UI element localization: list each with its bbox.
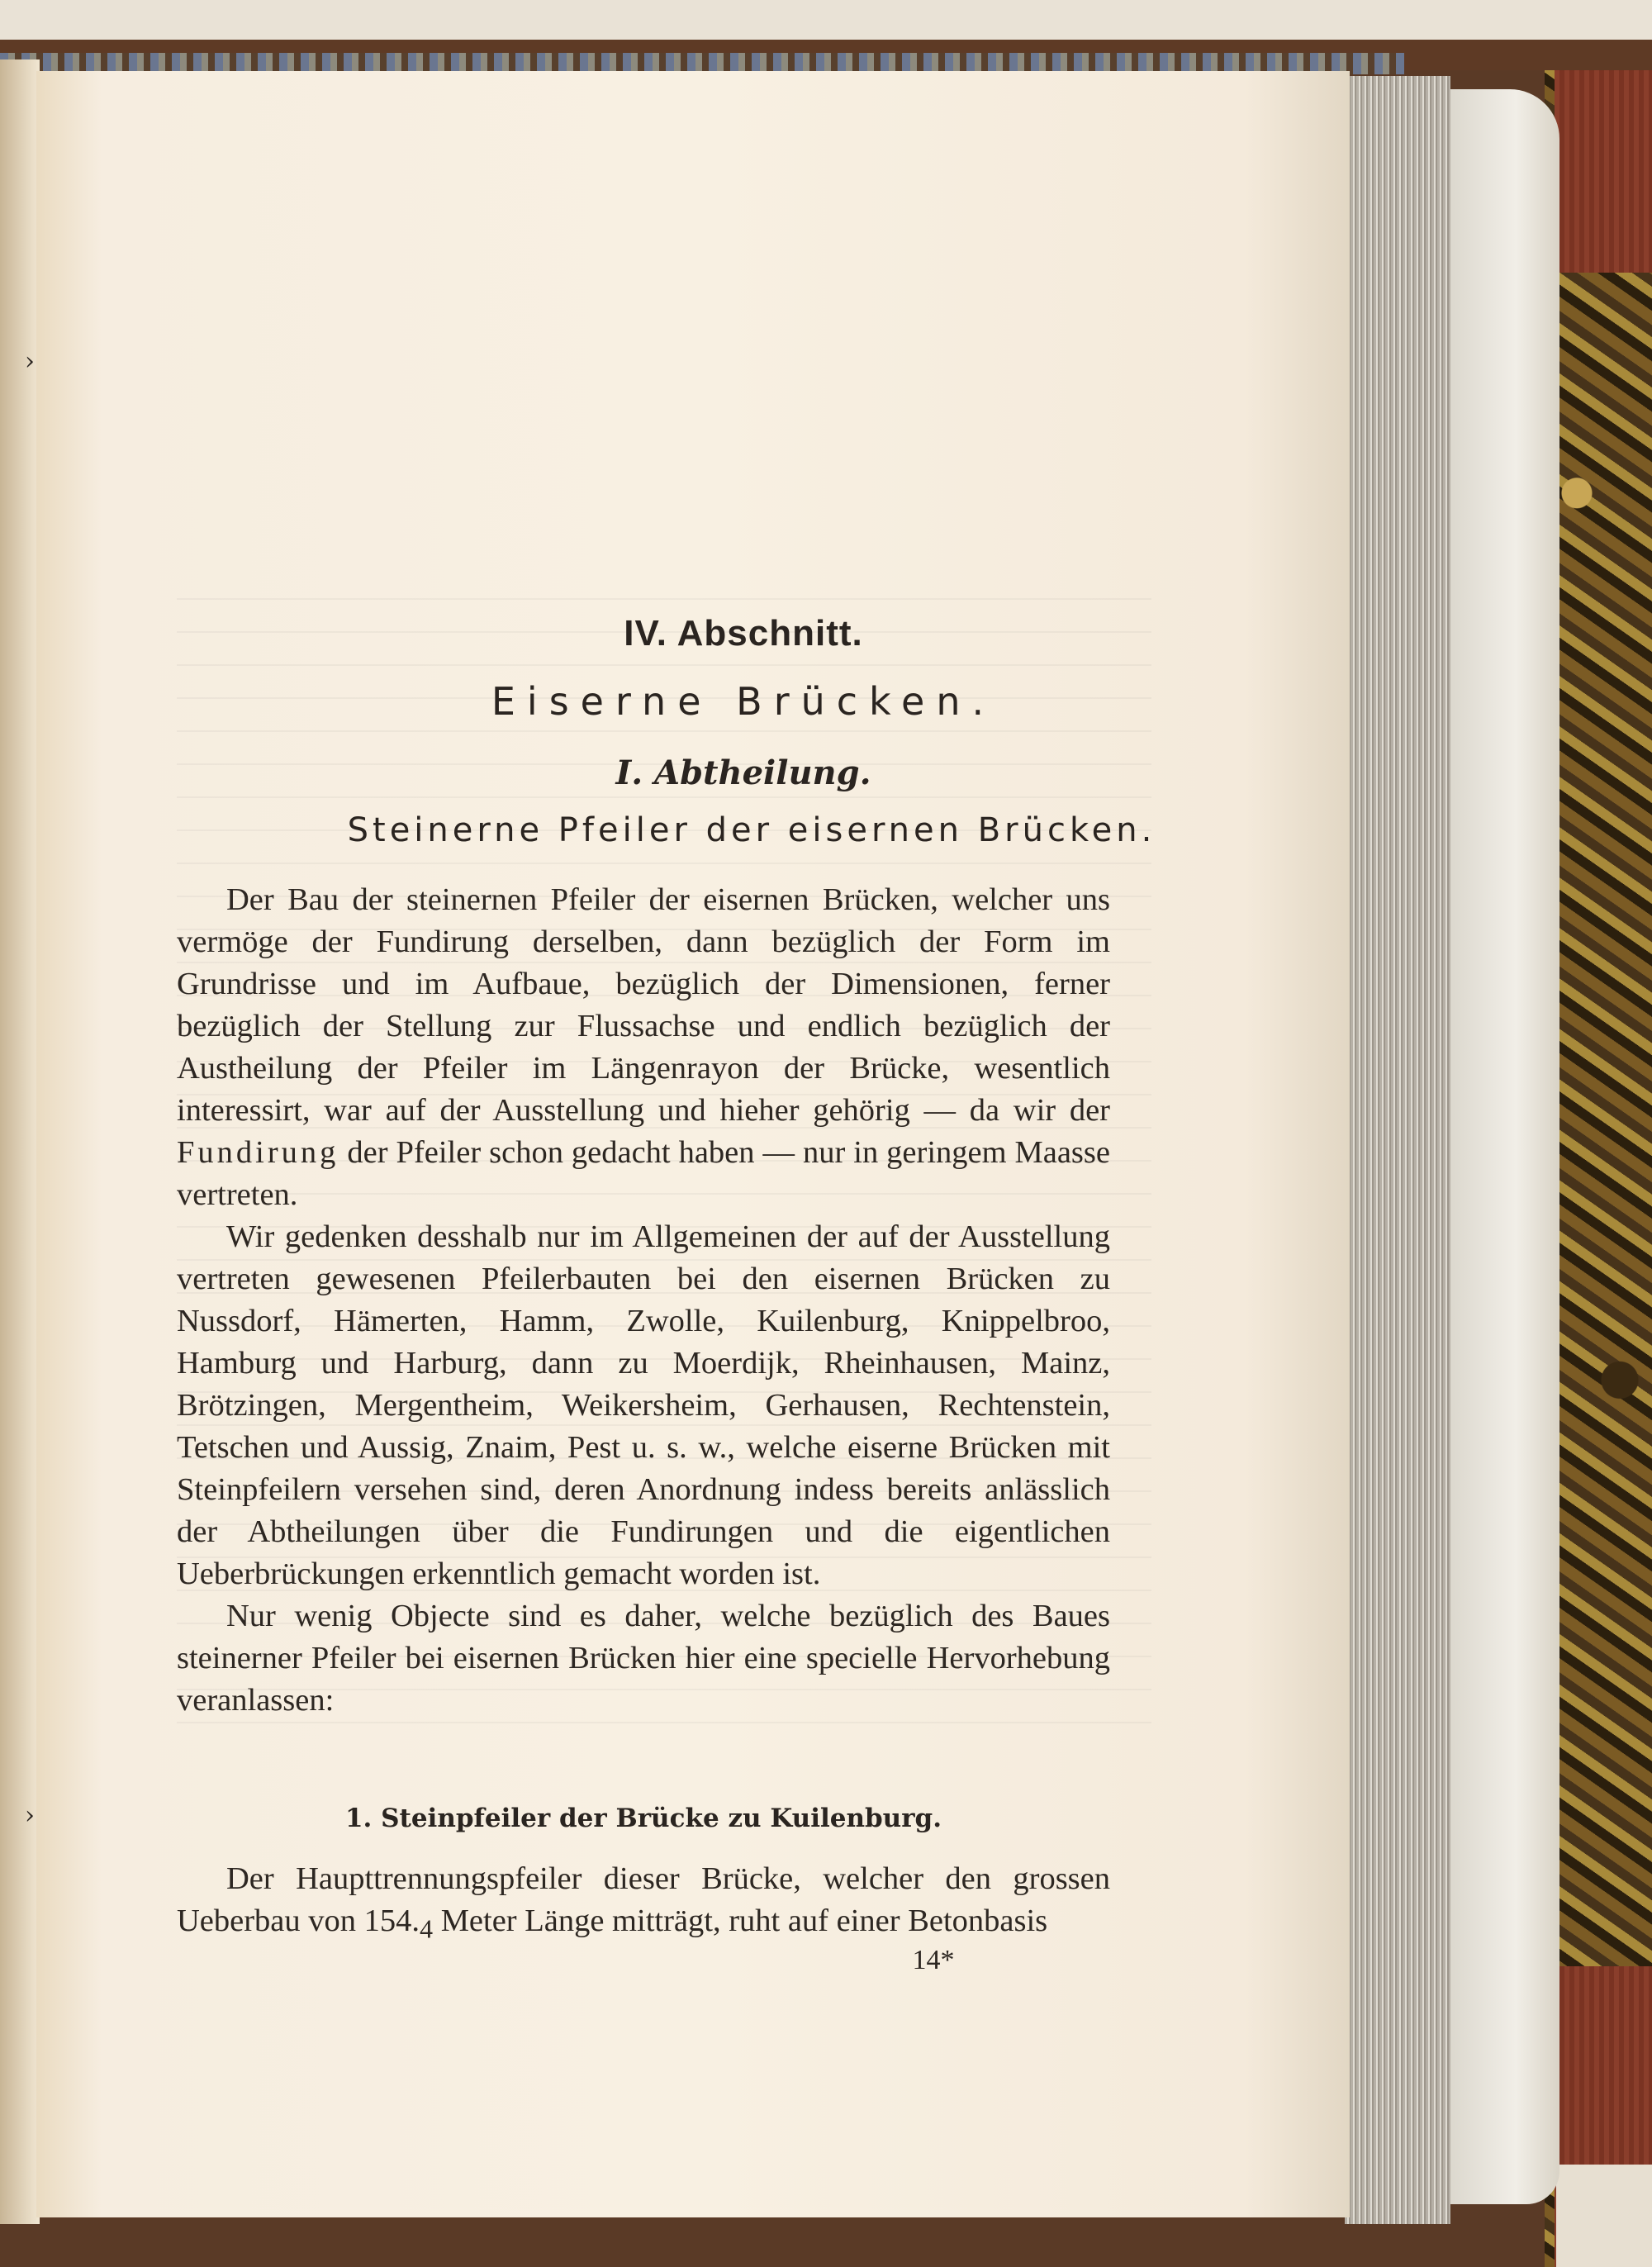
paragraph-text: Der Bau der steinernen Pfeiler der eisernen Brücken, welcher uns vermöge der Fundirung derselben, dann bezüglich der Form im Grundrisse und im Aufbaue, bezüglich der Dimensionen, ferner bezüglich der Stellung zur Flussachse und endlich bezüglich der Austheilung der Pfeiler im Längenrayon der Brücke, wesentlich interessirt, war auf der Ausstellung und hieher gehörig — da wir der [177,882,1110,1128]
section-title: Steinerne Pfeiler der eisernen Brücken. [347,811,1156,849]
leather-spine-top [1555,50,1652,273]
margin-mark-icon: › [25,347,35,376]
printer-signature-mark: 14* [912,1945,955,1975]
paragraph: Wir gedenken desshalb nur im Allgemeinen der auf der Ausstellung vertreten gewesenen Pfeilerbauten bei den eisernen Brücken zu Nussdorf, Hämerten, Hamm, Zwolle, Kuilenburg, Knippelbroo, Hamburg und Harburg, dann zu Moerdijk, Rheinhausen, Mainz, Brötzingen, Mergentheim, Weikersheim, Gerhausen, Rechtenstein, Tetschen und Aussig, Znaim, Pest u. s. w., welche eiserne Brücken mit Steinpfeilern versehen sind, deren Anordnung indess bereits anlässlich der Abtheilungen über die Fundirungen und die eigentlichen Ueberbrückungen erkenntlich gemacht worden ist. [177,1219,1110,1591]
marbled-cover-board [1545,50,1652,2267]
emphasized-term: Fundirung [177,1135,339,1170]
paragraph [177,879,1110,1216]
body-text [177,1858,1110,1951]
margin-mark-icon: › [25,1801,35,1830]
subsection-heading: 1. Steinpfeiler der Brücke zu Kuilenburg. [344,1804,942,1833]
section-heading: I. Abtheilung. [615,753,871,792]
subscript-digit: 4 [420,1913,434,1944]
cover-paper-corner [1556,2165,1652,2267]
part-title: Eiserne Brücken. [491,679,996,724]
paragraph-text: Der Haupttrennungspfeiler dieser Brücke, welcher den grossen Ueberbau von 154. [177,1861,1110,1938]
page-stack-edge [1345,76,1450,2224]
paragraph-text: der Pfeiler schon gedacht haben — nur in geringem Maasse vertreten. [177,1135,1110,1212]
flyleaf-edge [1450,89,1559,2204]
paragraph [177,1858,1110,1951]
facing-page-edge [0,59,40,2224]
part-heading: IV. Abschnitt. [624,613,863,653]
paragraph-text: Meter Länge mitträgt, ruht auf einer Betonbasis [433,1903,1048,1938]
paragraph: Nur wenig Objecte sind es daher, welche bezüglich des Baues steinerner Pfeiler bei eisernen Brücken hier eine specielle Hervorhebung veranlassen: [177,1599,1110,1718]
body-text [177,879,1110,1722]
